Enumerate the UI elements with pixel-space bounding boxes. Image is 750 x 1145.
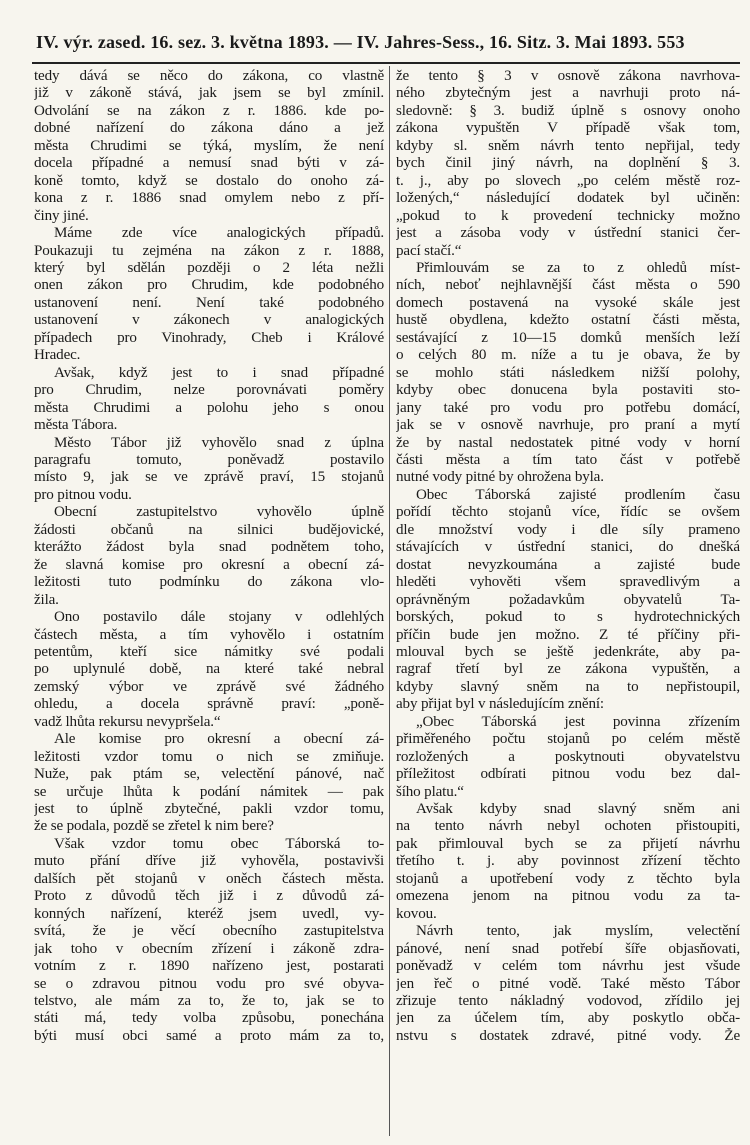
text-line: případech pro Vinohrady, Cheb i Králové <box>34 329 384 346</box>
text-line: stávajících v ústřední stanici, do dnešká <box>396 539 740 556</box>
text-line: stojanů a upotřebení vody z těchto byla <box>396 870 740 887</box>
text-line: že tento § 3 v osnově zákona navrhova- <box>396 68 740 84</box>
text-line: ohledu, a docela správně praví: „poně- <box>34 696 384 713</box>
text-line: ného zbytečným jest a navrhuji proto ná- <box>396 85 740 102</box>
text-line: býti musí obci samé a proto mám za to, <box>34 1027 384 1044</box>
text-line: domech postavená na vysoké skále jest <box>396 294 740 311</box>
text-line: paragrafu tomuto, poněvadž postavilo <box>34 451 384 468</box>
text-line: se mohlo státi následkem nižší polohy, <box>396 364 740 381</box>
text-line: ustanovení není. Není také podobného <box>34 294 384 311</box>
text-line: Město Tábor již vyhovělo snad z úplna <box>54 434 384 451</box>
text-line: mlouval bych se ještě jedenkráte, aby pa- <box>396 643 740 660</box>
text-line: třetího t. j. aby povinnost zřízení těchto <box>396 853 740 870</box>
text-line: Máme zde více analogických případů. <box>54 225 384 242</box>
text-line: části města a tím tato část v potřebě <box>396 451 740 468</box>
text-line: jest to úplně zbytečné, pakli vzdor tomu, <box>34 801 384 818</box>
right-column <box>396 68 740 1133</box>
text-line: pací stačí.“ <box>396 242 462 259</box>
text-line: rozložených a poskytnouti obyvatelstvu <box>396 748 740 765</box>
text-line: kterážto žádost byla snad podnětem toho, <box>34 539 384 556</box>
text-line: místo 9, jak se ve zprávě praví, 15 stojanů <box>34 469 384 486</box>
text-line: vadž lhůta rekursu nevypršela.“ <box>34 713 221 730</box>
text-line: zemský výbor ve zprávě své žádného <box>34 678 384 695</box>
text-line: pánové, není snad potřebí šíře objasňovati, <box>396 940 740 957</box>
text-line: Hradec. <box>34 347 81 364</box>
text-line: Však vzdor tomu obec Táborská to- <box>54 835 384 852</box>
text-line: sledovně: § 3. budiž úplně s osnovy onoho <box>396 102 740 119</box>
text-line: oprávněným požadavkům obyvatelů Ta- <box>396 591 740 608</box>
text-line: na tento návrh nebyl ochoten přistoupiti, <box>396 818 740 835</box>
text-line: státi má, tedy volba způsobu, ponechána <box>34 1010 384 1027</box>
text-line: nstvu s dostatek zdravé, pitné vody. Že <box>396 1027 740 1044</box>
header-rule <box>32 62 740 64</box>
text-line: svítá, že je věcí obecního zastupitelstva <box>34 923 384 940</box>
text-line: příčin bude jen možno. Z té příčiny při- <box>396 626 740 643</box>
text-line: jen řeč o pitné vodě. Také město Tábor <box>396 975 740 992</box>
text-line: borských, pokud to s hydrotechnických <box>396 609 740 626</box>
text-line: že se podala, pozdě se zřetel k nim bere? <box>34 818 274 835</box>
text-line: Obec Táborská zajisté prodlením času <box>416 486 740 503</box>
text-line: t. j., aby po slovech „po celém městě roz- <box>396 172 740 189</box>
text-line: částech města, a tím vyhovělo i ostatním <box>34 626 384 643</box>
text-line: který byl sdělán později o 2 léta nežli <box>34 259 384 276</box>
text-line: Proto z důvodů těch již i z důvodů zá- <box>34 888 384 905</box>
text-line: votním z r. 1890 nařízeno jest, postarati <box>34 958 384 975</box>
text-line: kona z r. 1886 snad omylem nebo z pří- <box>34 190 384 207</box>
text-line: omezena jenom na pitnou vodu za ta- <box>396 888 740 905</box>
text-line: Odvolání se na zákon z r. 1886. kde po- <box>34 102 384 119</box>
text-line: ležitosti tuto podmínku do zákona vlo- <box>34 574 384 591</box>
text-line: Návrh tento, jak myslím, velectění <box>416 923 740 940</box>
page-header: IV. výr. zased. 16. sez. 3. května 1893. — IV. Jahres-Sess., 16. Sitz. 3. Mai 1893. 553 <box>36 32 685 52</box>
text-line: o celých 80 m. níže a tu je obava, že by <box>396 347 740 364</box>
text-line: poněvadž v celém tom návrhu jest všude <box>396 958 740 975</box>
text-line: že slavná komise pro okresní a obecní zá- <box>34 556 384 573</box>
text-line: telstvo, ale mám za to, že to, jak se to <box>34 993 384 1010</box>
text-line: města Chrudimi se týká, myslím, že není <box>34 137 384 154</box>
text-line: žila. <box>34 591 59 608</box>
text-line: ustanovení v zákonech v analogických <box>34 312 384 329</box>
text-line: nutné vody pitné by ohrožena byla. <box>396 469 604 486</box>
text-line: aby přijat byl v následujícím znění: <box>396 696 604 713</box>
text-line: po uplynulé době, na které také nebral <box>34 661 384 678</box>
text-line: Obecní zastupitelstvo vyhovělo úplně <box>54 504 384 521</box>
text-line: Přimlouvám se za to z ohledů míst- <box>416 259 740 276</box>
text-line: šího platu.“ <box>396 783 464 800</box>
text-line: Avšak kdyby snad slavný sněm ani <box>416 801 740 818</box>
text-line: pořídí těchto stojanů více, řídíc se ovšem <box>396 504 740 521</box>
text-line: Ono postavilo dále stojany v odlehlých <box>54 609 384 626</box>
text-line: města Tábora. <box>34 417 118 434</box>
text-line: ložených,“ následující dodatek byl učiněn: <box>396 190 740 207</box>
text-line: Poukazuji tu zejména na zákon z r. 1888, <box>34 242 384 259</box>
text-line: pak přimlouval bych se za přijetí návrhu <box>396 835 740 852</box>
text-line: bych činil jiný návrh, na doplnění § 3. <box>396 155 740 172</box>
text-line: činy jiné. <box>34 207 89 224</box>
text-line: ních, neboť nejhlavnější část města o 590 <box>396 277 740 294</box>
text-line: muto přání dříve již vyhověla, postavivši <box>34 853 384 870</box>
text-line: města Chrudimi a polohu jeho s onou <box>34 399 384 416</box>
text-line: dostat nevyzkoumána a zajisté bude <box>396 556 740 573</box>
text-line: „pokud to k provedení technicky možno <box>396 207 740 224</box>
text-line: dalších pět stojanů v oněch částech města. <box>34 870 384 887</box>
text-line: hustě obydlena, kdežto ostatní části města, <box>396 312 740 329</box>
text-line: jen za účelem tím, aby poskytlo obča- <box>396 1010 740 1027</box>
text-line: koně tomto, když se dostalo do onoho zá- <box>34 172 384 189</box>
text-line: jak toho v obecním zřízení i zákoně zdra- <box>34 940 384 957</box>
text-line: dle množství vody i dle síly prameno <box>396 521 740 538</box>
text-line: kdyby obec donucena byla postaviti sto- <box>396 382 740 399</box>
text-line: ragraf třetí byl ze zákona vypuštěn, a <box>396 661 740 678</box>
text-line: pro pitnou vodu. <box>34 486 132 503</box>
text-line: jany také pro vodu pro potřebu domácí, <box>396 399 740 416</box>
text-line: hleděti vyhověti všem spravedlivým a <box>396 574 740 591</box>
text-line: se o zdravou pitnou vodu pro své obyva- <box>34 975 384 992</box>
text-line: Ale komise pro okresní a obecní zá- <box>54 731 384 748</box>
text-line: ležitosti vzdor tomu o nich se zmiňuje. <box>34 748 384 765</box>
text-line: kdyby slavný sněm na to nepřistoupil, <box>396 678 740 695</box>
text-line: pro Chrudim, nelze porovnávati poměry <box>34 382 384 399</box>
left-column <box>34 68 384 1133</box>
text-line: zřizuje tento nákladný vodovod, zřídilo jej <box>396 993 740 1010</box>
text-line: Nuže, pak ptám se, velectění pánové, nač <box>34 766 384 783</box>
text-line: příležitost odbírati pitnou vodu bez dal- <box>396 766 740 783</box>
text-line: onen zákon pro Chrudim, kde podobného <box>34 277 384 294</box>
column-divider <box>389 66 390 1136</box>
text-line: sestávající z 10—15 domků menších leží <box>396 329 740 346</box>
text-line: „Obec Táborská jest povinna zřízením <box>416 713 740 730</box>
text-line: jest a zásoba vody v ústřední stanici čer- <box>396 225 740 242</box>
text-line: že by nastal nedostatek pitné vody v horní <box>396 434 740 451</box>
text-line: docela případné a nemusí snad býti v zá- <box>34 155 384 172</box>
text-line: kovou. <box>396 905 437 922</box>
text-line: kdyby sl. sněm návrh tento nepřijal, tedy <box>396 137 740 154</box>
text-line: konných nařízení, kteréž jsem uvedl, vy- <box>34 905 384 922</box>
text-line: dobné nařízení do zákona dáno a jež <box>34 120 384 137</box>
text-line: již v zákoně stává, jak jsem se byl zmínil. <box>34 85 384 102</box>
text-line: žádosti občanů na silnici budějovické, <box>34 521 384 538</box>
text-line: tedy dává se něco do zákona, co vlastně <box>34 68 384 84</box>
text-line: petentům, kteří sice námitky své podali <box>34 643 384 660</box>
text-line: Avšak, když jest to i snad případné <box>54 364 384 381</box>
text-line: zákona vypuštěn V případě však tom, <box>396 120 740 137</box>
text-line: se určuje lhůta k podání námitek — pak <box>34 783 384 800</box>
text-line: přiměřeného počtu stojanů po celém městě <box>396 731 740 748</box>
text-line: jak se v osnově navrhuje, pro praní a mytí <box>396 417 740 434</box>
